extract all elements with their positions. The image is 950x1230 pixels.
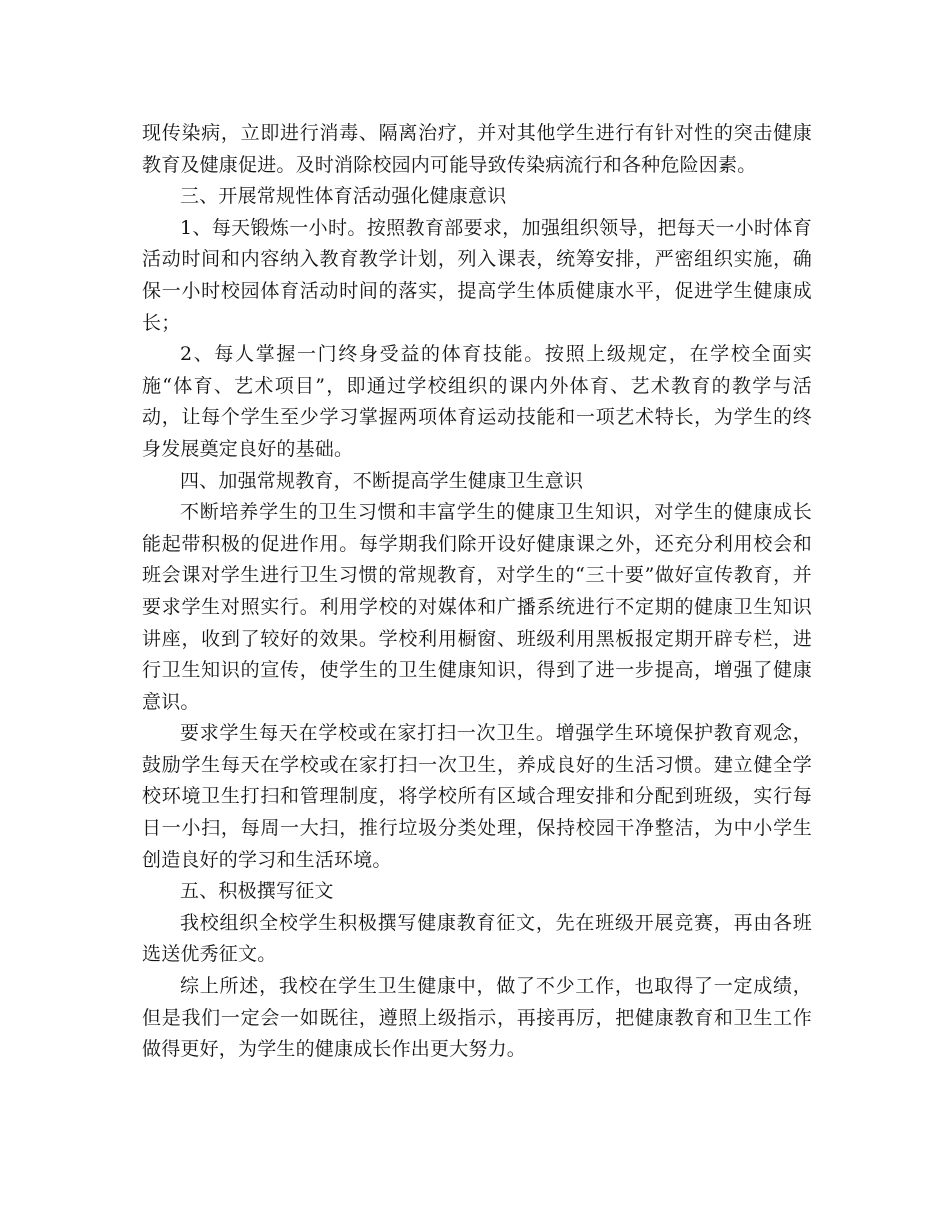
paragraph-sports-skill: 2、每人掌握一门终身受益的体育技能。按照上级规定，在学校全面实施“体育、艺术项目”，即通过学校组织的课内外体育、艺术教育的教学与活动，让每个学生至少学习掌握两项体育运动技能和一项艺术特长，为学生的终身发展奠定良好的基础。 — [142, 343, 812, 460]
paragraph-hygiene-habits: 不断培养学生的卫生习惯和丰富学生的健康卫生知识，对学生的健康成长能起带积极的促进作用。每学期我们除开设好健康课之外，还充分利用校会和班会课对学生进行卫生习惯的常规教育，对学生的“三十要”做好宣传教育，并要求学生对照实行。利用学校的对媒体和广播系统进行不定期的健康卫生知识讲座，收到了较好的效果。学校利用橱窗、班级利用黑板报定期开辟专栏，进行卫生知识的宣传，使学生的卫生健康知识，得到了进一步提高，增强了健康意识。 — [142, 501, 812, 713]
paragraph-cleaning: 要求学生每天在学校或在家打扫一次卫生。增强学生环境保护教育观念，鼓励学生每天在学校或在家打扫一次卫生，养成良好的生活习惯。建立健全学校环境卫生打扫和管理制度，将学校所有区域合理安排和分配到班级，实行每日一小扫，每周一大扫，推行垃圾分类处理，保持校园干净整洁，为中小学生创造良好的学习和生活环境。 — [142, 722, 812, 871]
paragraph-summary: 综上所述，我校在学生卫生健康中，做了不少工作，也取得了一定成绩，但是我们一定会一如既往，遵照上级指示，再接再厉，把健康教育和卫生工作做得更好，为学生的健康成长作出更大努力。 — [142, 975, 812, 1061]
section-heading-5: 五、积极撰写征文 — [180, 880, 334, 903]
paragraph-essay: 我校组织全校学生积极撰写健康教育征文，先在班级开展竞赛，再由各班选送优秀征文。 — [142, 911, 812, 966]
paragraph-continuation: 现传染病，立即进行消毒、隔离治疗，并对其他学生进行有针对性的突击健康教育及健康促进。及时消除校园内可能导致传染病流行和各种危险因素。 — [142, 122, 812, 176]
section-heading-3: 三、开展常规性体育活动强化健康意识 — [180, 185, 507, 208]
section-heading-4: 四、加强常规教育，不断提高学生健康卫生意识 — [180, 469, 584, 492]
paragraph-daily-exercise: 1、每天锻炼一小时。按照教育部要求，加强组织领导，把每天一小时体育活动时间和内容纳入教育教学计划，列入课表，统筹安排，严密组织实施，确保一小时校园体育活动时间的落实，提高学生体质健康水平，促进学生健康成长； — [142, 216, 812, 334]
